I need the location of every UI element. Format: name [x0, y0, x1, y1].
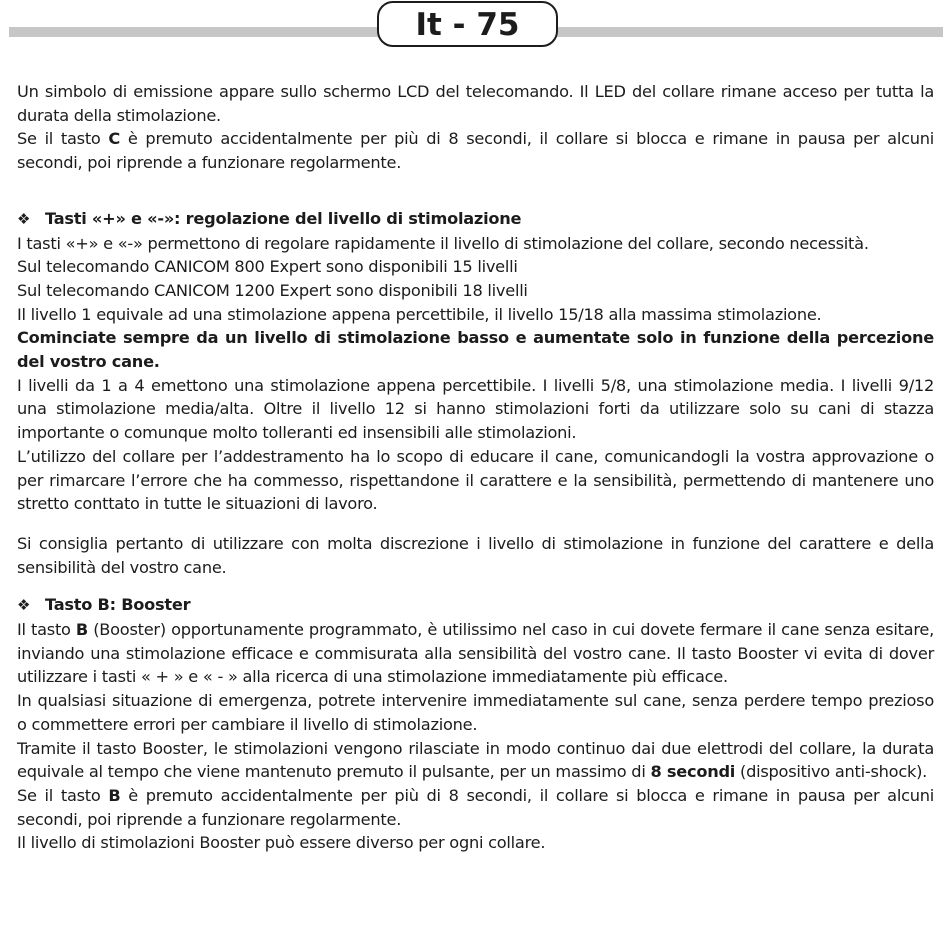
levels-paragraph-3: Sul telecomando CANICOM 1200 Expert sono disponibili 18 livelli [17, 280, 528, 300]
page-header [0, 0, 950, 52]
booster-p4-before: Se il tasto [17, 785, 109, 805]
key-c-label: C [108, 129, 121, 149]
levels-paragraph-7: L’utilizzo del collare per l’addestramento ha lo scopo di educare il cane, comunicandogli la vostra approvazione o per rimarcare l’errore che ha commesso, rispettandone il carattere e la sensibilità, permettendo di mantenere uno stretto conttato in tutte le situazioni di lavoro. [17, 446, 934, 514]
section-heading-booster-text: Tasto B: Booster [45, 595, 191, 615]
booster-paragraph-1 [17, 618, 934, 689]
levels-paragraph-1: I tasti «+» e «-» permettono di regolare rapidamente il livello di stimolazione del collare, secondo necessità. [17, 233, 869, 253]
intro-p2-before: Se il tasto [17, 129, 109, 149]
intro-paragraph-1: Un simbolo di emissione appare sullo schermo LCD del telecomando. Il LED del collare rimane acceso per tutta la durata della stimolazione. [17, 82, 934, 125]
levels-warning-paragraph: Cominciate sempre da un livello di stimolazione basso e aumentate solo in funzione della percezione del vostro cane. [17, 328, 934, 372]
booster-p3-after: (dispositivo anti-shock). [735, 762, 928, 782]
booster-paragraph-5: Il livello di stimolazioni Booster può essere diverso per ogni collare. [17, 833, 546, 853]
section-heading-levels [17, 207, 934, 232]
max-duration-label: 8 secondi [650, 762, 736, 782]
levels-paragraph-8: Si consiglia pertanto di utilizzare con molta discrezione i livello di stimolazione in funzione del carattere e della sensibilità del vostro cane. [17, 533, 934, 577]
diamond-bullet-icon: ❖ [17, 596, 31, 615]
booster-p3-before: Tramite il tasto Booster, le stimolazioni vengono rilasciate in modo continuo dai due elettrodi del collare, la durata equivale al tempo che viene mantenuto premuto il pulsante, per un massimo di [17, 738, 934, 782]
levels-paragraph-6: I livelli da 1 a 4 emettono una stimolazione appena percettibile. I livelli 5/8, una stimolazione media. I livelli 9/12 una stimolazione media/alta. Oltre il livello 12 si hanno stimolazioni forti da utilizzare solo su cani di stazza importante o comunque molto tolleranti ed insensibili alle stimolazioni. [17, 375, 934, 443]
booster-paragraph-3 [17, 737, 934, 784]
intro-p2-after: è premuto accidentalmente per più di 8 secondi, il collare si blocca e rimane in pausa per alcuni secondi, poi riprende a funzionare regolarmente. [17, 129, 934, 173]
levels-paragraph-4: Il livello 1 equivale ad una stimolazione appena percettibile, il livello 15/18 alla massima stimolazione. [17, 304, 822, 324]
page-number-tab [377, 1, 558, 47]
key-b-label: B [75, 620, 88, 640]
page-number: It - 75 [415, 7, 520, 43]
booster-paragraph-4 [17, 784, 934, 831]
diamond-bullet-icon: ❖ [17, 209, 31, 228]
booster-p1-after: (Booster) opportunamente programmato, è utilissimo nel caso in cui dovete fermare il cane senza esitare, inviando una stimolazione efficace e commisurata alla sensibilità del vostro cane. Il tasto Booster vi evita di dover utilizzare i tasti « + » e « - » alla ricerca di una stimolazione immediatamente più efficace. [17, 620, 934, 687]
intro-paragraph-2 [17, 127, 934, 174]
booster-p4-after: è premuto accidentalmente per più di 8 secondi, il collare si blocca e rimane in pausa per alcuni secondi, poi riprende a funzionare regolarmente. [17, 785, 934, 829]
section-heading-booster [17, 593, 934, 618]
booster-p1-before: Il tasto [17, 620, 76, 640]
section-heading-levels-text: Tasti «+» e «-»: regolazione del livello di stimolazione [45, 208, 522, 228]
page-body [17, 80, 934, 855]
key-b-label: B [108, 785, 121, 805]
booster-paragraph-2: In qualsiasi situazione di emergenza, potrete intervenire immediatamente sul cane, senza perdere tempo prezioso o commettere errori per cambiare il livello di stimolazione. [17, 691, 934, 734]
levels-paragraph-2: Sul telecomando CANICOM 800 Expert sono disponibili 15 livelli [17, 257, 518, 277]
